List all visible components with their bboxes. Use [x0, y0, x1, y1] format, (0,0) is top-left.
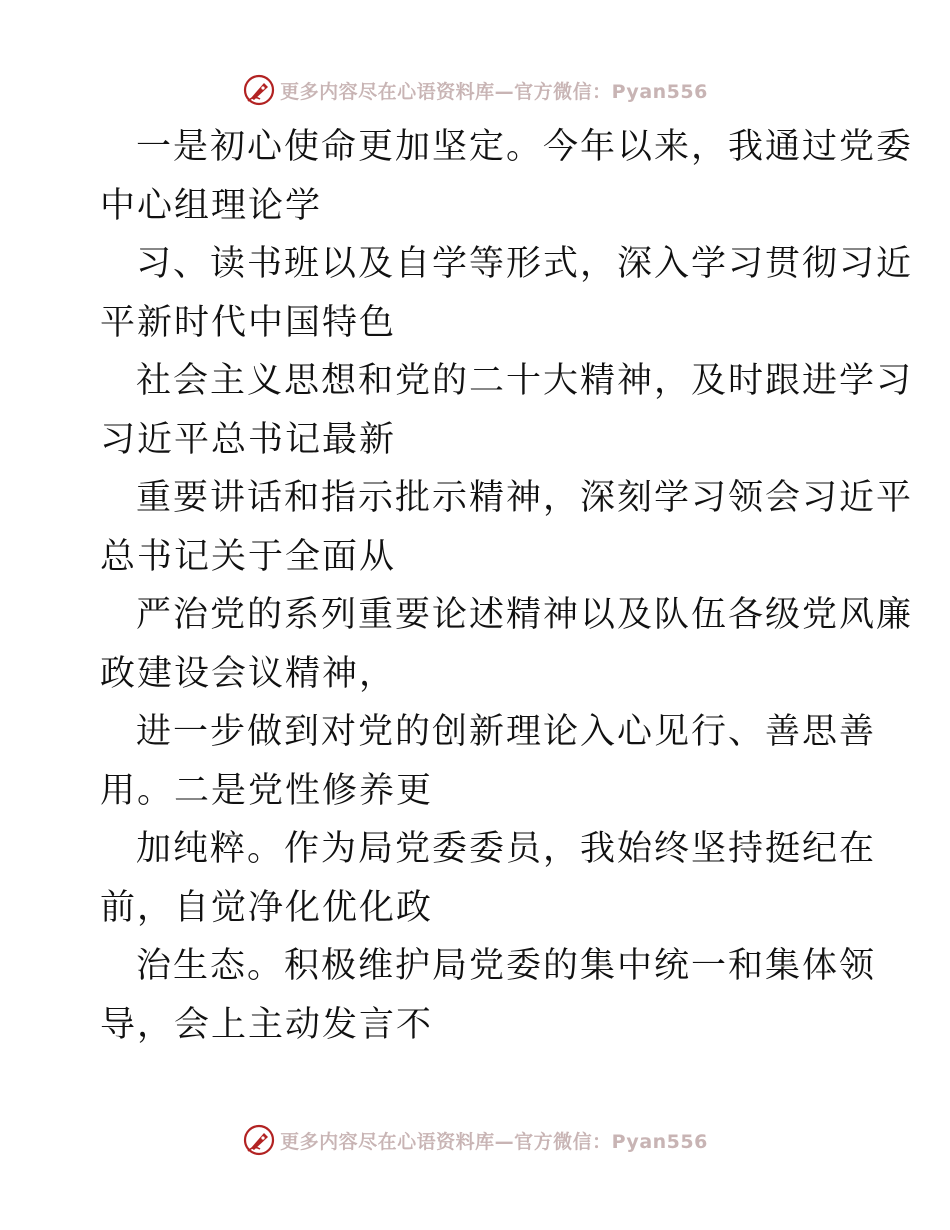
pen-nib-logo-icon [242, 1123, 276, 1157]
text-line: 导，会上主动发言不 [100, 1004, 434, 1045]
footer-watermark [0, 1120, 950, 1160]
text-line: 一是初心使命更加坚定。今年以来，我通过党委 [136, 127, 914, 167]
text-line: 总书记关于全面从 [100, 536, 397, 577]
text-line: 社会主义思想和党的二十大精神，及时跟进学习 [136, 361, 914, 401]
watermark-text: 更多内容尽在心语资料库—官方微信：Pyan556 [280, 80, 708, 103]
header-watermark [0, 70, 950, 110]
text-line: 重要讲话和指示批示精神，深刻学习领会习近平 [136, 478, 914, 518]
text-line: 习近平总书记最新 [100, 419, 397, 460]
text-line: 政建设会议精神， [100, 653, 397, 694]
text-line: 严治党的系列重要论述精神以及队伍各级党风廉 [136, 595, 914, 635]
text-line: 平新时代中国特色 [100, 302, 397, 343]
text-line: 习、读书班以及自学等形式，深入学习贯彻习近 [136, 244, 914, 284]
watermark-text: 更多内容尽在心语资料库—官方微信：Pyan556 [280, 1130, 708, 1153]
text-line: 中心组理论学 [100, 185, 323, 226]
text-line: 治生态。积极维护局党委的集中统一和集体领 [136, 946, 877, 986]
document-body [100, 118, 914, 1054]
text-line: 前，自觉净化优化政 [100, 887, 434, 928]
text-line: 进一步做到对党的创新理论入心见行、善思善 [136, 712, 877, 752]
text-line: 用。二是党性修养更 [100, 770, 434, 811]
pen-nib-logo-icon [242, 73, 276, 107]
text-line: 加纯粹。作为局党委委员，我始终坚持挺纪在 [136, 829, 877, 869]
